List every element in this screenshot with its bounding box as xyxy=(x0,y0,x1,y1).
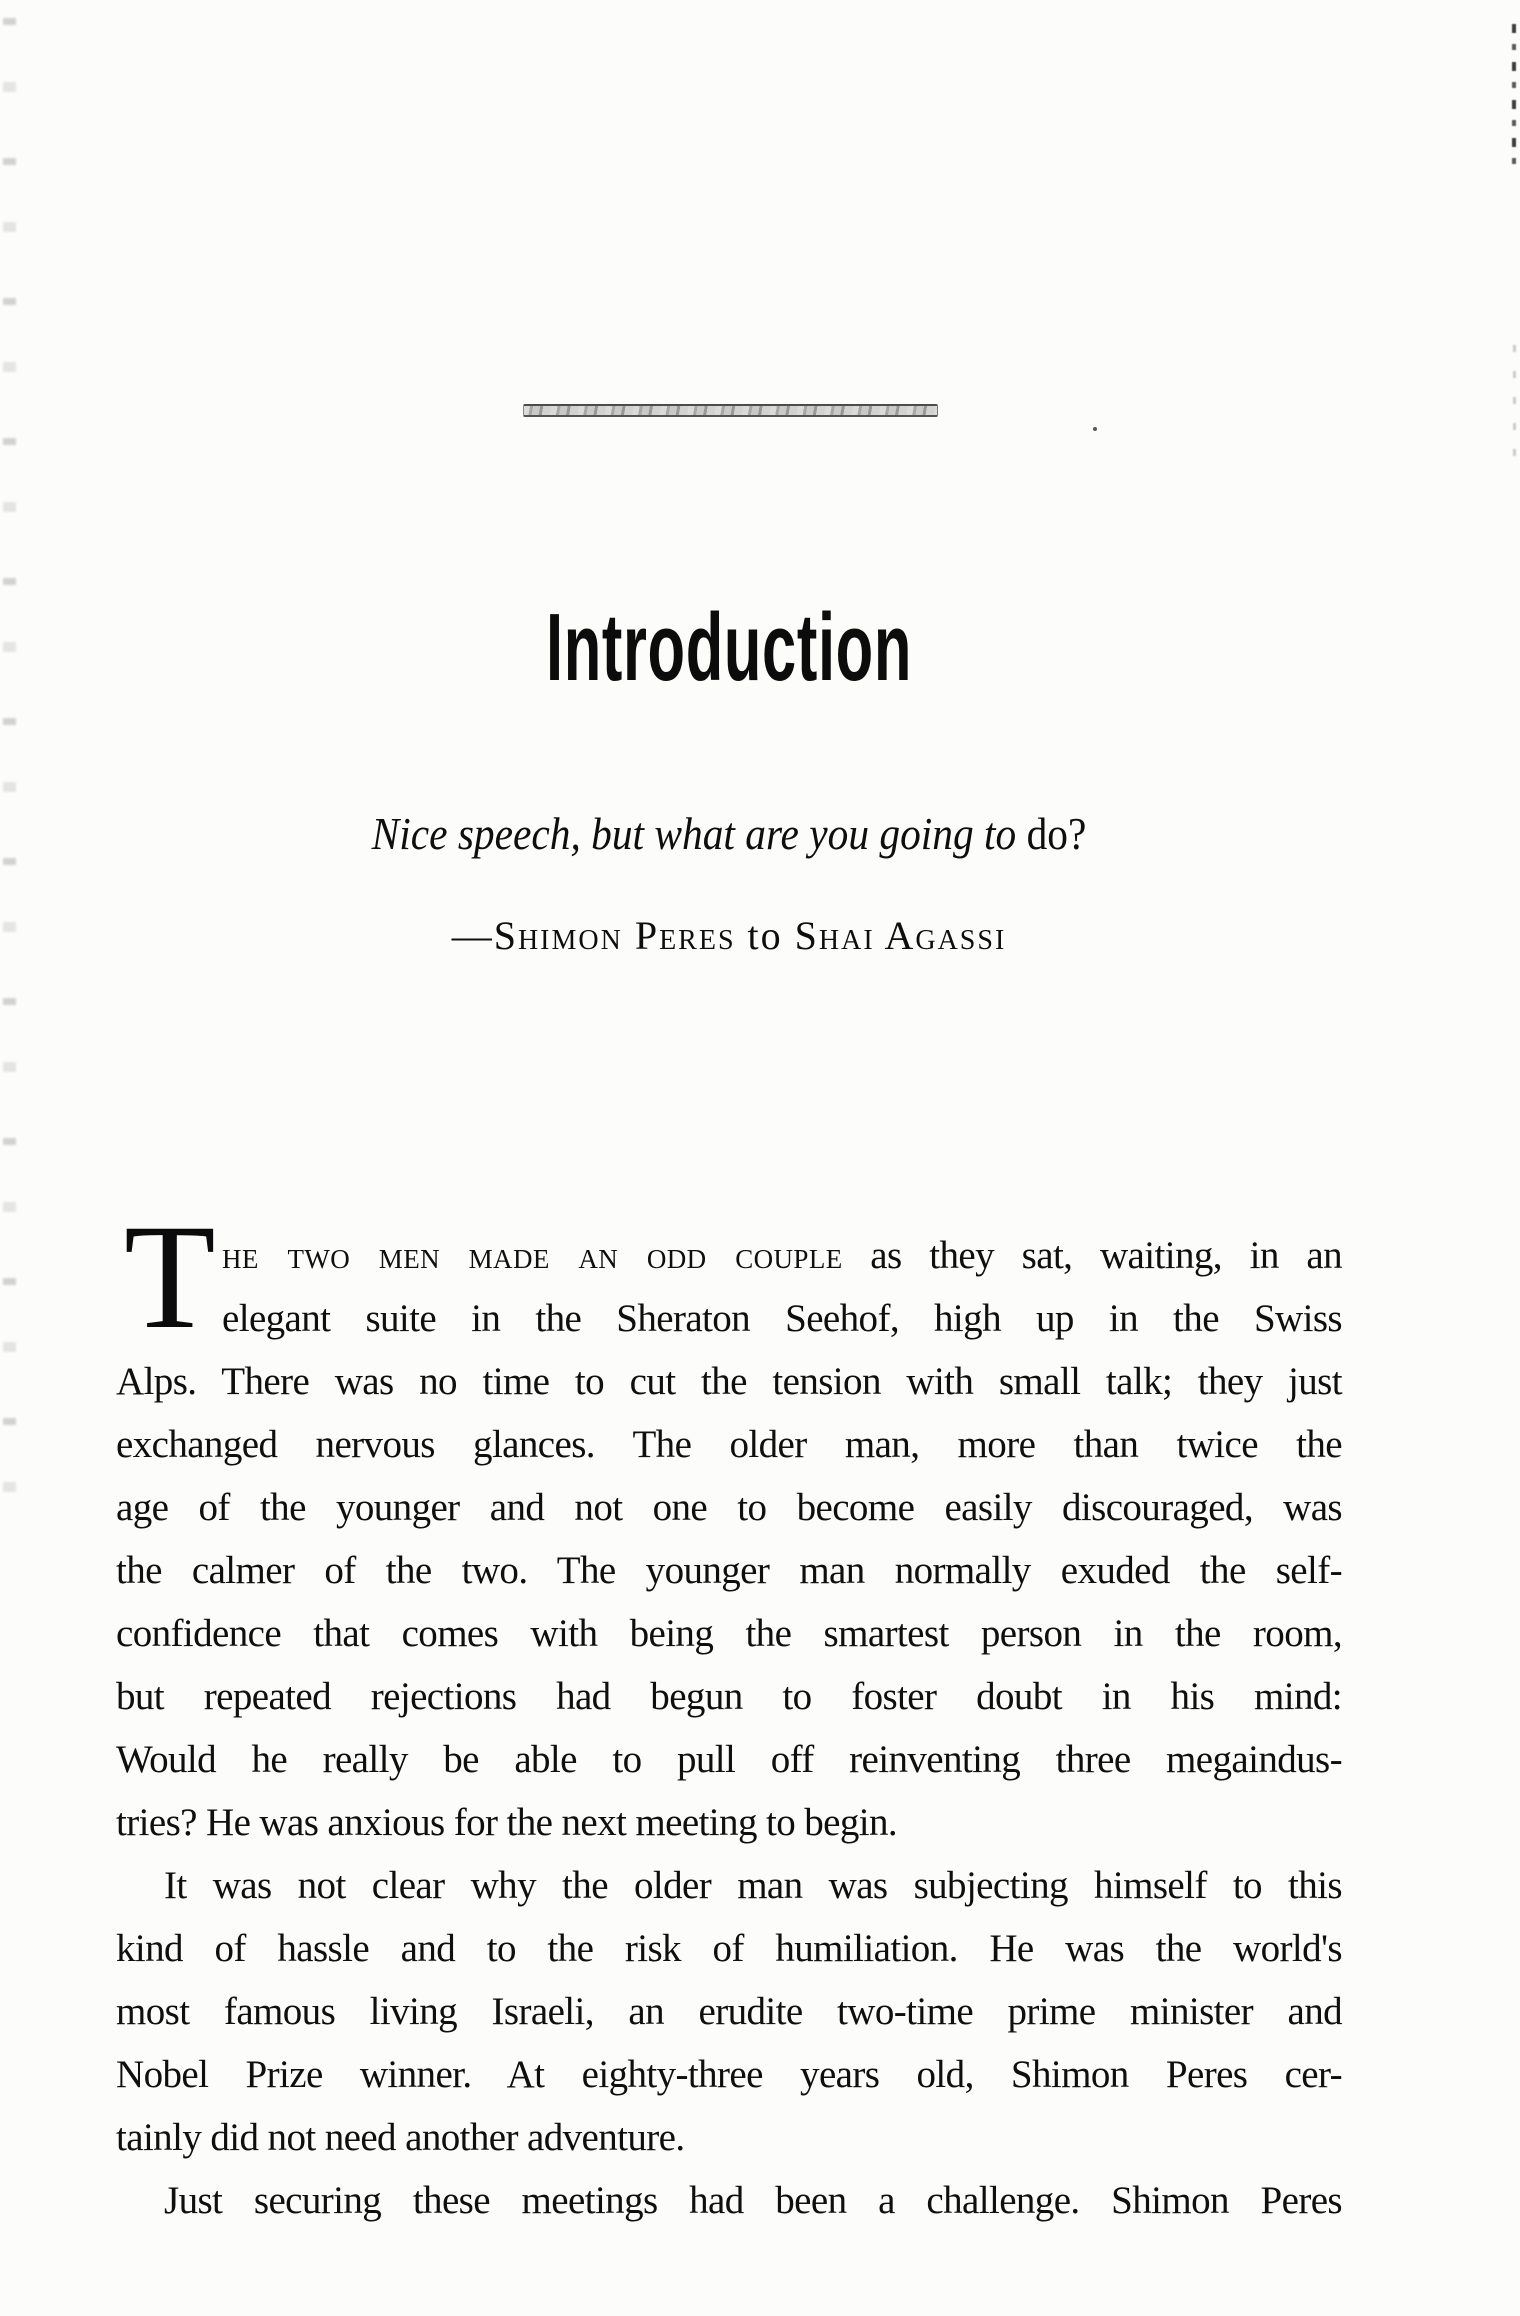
epigraph-quote-roman: do? xyxy=(1016,808,1087,859)
scan-artifact-left-edge xyxy=(3,18,16,1498)
body-text-segment: Alps. There was no time to cut the tension with small talk; they just xyxy=(116,1360,1342,1403)
attribution-name-shimon-peres: Shimon Peres xyxy=(493,913,736,958)
ornament-rule xyxy=(523,404,938,417)
body-text-segment: Just securing these meetings had been a challenge. Shimon Peres xyxy=(164,2179,1342,2222)
dropcap-letter: T xyxy=(124,1194,216,1360)
body-text-line xyxy=(116,1287,1342,1350)
body-text-segment: most famous living Israeli, an erudite two-time prime minister and xyxy=(116,1990,1342,2033)
body-text-line xyxy=(116,1854,1342,1917)
body-text-segment: tries? He was anxious for the next meeting to begin. xyxy=(116,1801,898,1844)
body-text-line xyxy=(116,2043,1342,2106)
body-text-line xyxy=(116,1476,1342,1539)
body-text-line xyxy=(116,1413,1342,1476)
ink-speck xyxy=(1093,427,1097,431)
epigraph-quote-italic: Nice speech, but what are you going to xyxy=(371,808,1017,859)
body-text-lines xyxy=(116,1224,1342,2232)
body-text-segment: elegant suite in the Sheraton Seehof, high up in the Swiss xyxy=(222,1297,1342,1340)
scan-artifact-right-edge xyxy=(1512,24,1516,169)
small-caps-text: he two men made an odd couple xyxy=(222,1234,843,1277)
body-text-line xyxy=(116,1224,1342,1287)
body-text-segment: It was not clear why the older man was subjecting himself to this xyxy=(164,1864,1342,1907)
attribution-name-shai-agassi: Shai Agassi xyxy=(794,913,1007,958)
body-text-line xyxy=(116,1350,1342,1413)
body-text-line xyxy=(116,2106,1342,2169)
attribution-connector: to xyxy=(735,913,795,958)
body-text-segment: kind of hassle and to the risk of humiliation. He was the world's xyxy=(116,1927,1342,1970)
body-text-segment: tainly did not need another adventure. xyxy=(116,2116,685,2159)
body-text xyxy=(116,1194,1342,2254)
body-text-line xyxy=(116,1665,1342,1728)
epigraph-attribution xyxy=(116,908,1342,964)
body-text-line xyxy=(116,1602,1342,1665)
body-text-segment: confidence that comes with being the smartest person in the room, xyxy=(116,1612,1342,1655)
body-text-line xyxy=(116,1980,1342,2043)
epigraph-quote xyxy=(177,804,1280,864)
body-text-line xyxy=(116,1917,1342,1980)
body-text-segment: the calmer of the two. The younger man normally exuded the self- xyxy=(116,1549,1342,1592)
attribution-dash: — xyxy=(451,913,494,958)
body-text-segment: Would he really be able to pull off reinventing three megaindus- xyxy=(116,1738,1342,1781)
body-text-line xyxy=(116,1791,1342,1854)
body-text-segment: as they sat, waiting, in an xyxy=(842,1234,1342,1277)
chapter-title: Introduction xyxy=(546,594,912,701)
body-text-line xyxy=(116,1539,1342,1602)
body-text-segment: Nobel Prize winner. At eighty-three years old, Shimon Peres cer- xyxy=(116,2053,1342,2096)
scan-artifact-right-edge-faint xyxy=(1513,345,1516,475)
body-text-line xyxy=(116,2169,1342,2232)
body-text-segment: but repeated rejections had begun to foster doubt in his mind: xyxy=(116,1675,1342,1718)
body-text-segment: age of the younger and not one to become easily discouraged, was xyxy=(116,1486,1342,1529)
body-text-segment: exchanged nervous glances. The older man, more than twice the xyxy=(116,1423,1342,1466)
body-text-line xyxy=(116,1728,1342,1791)
